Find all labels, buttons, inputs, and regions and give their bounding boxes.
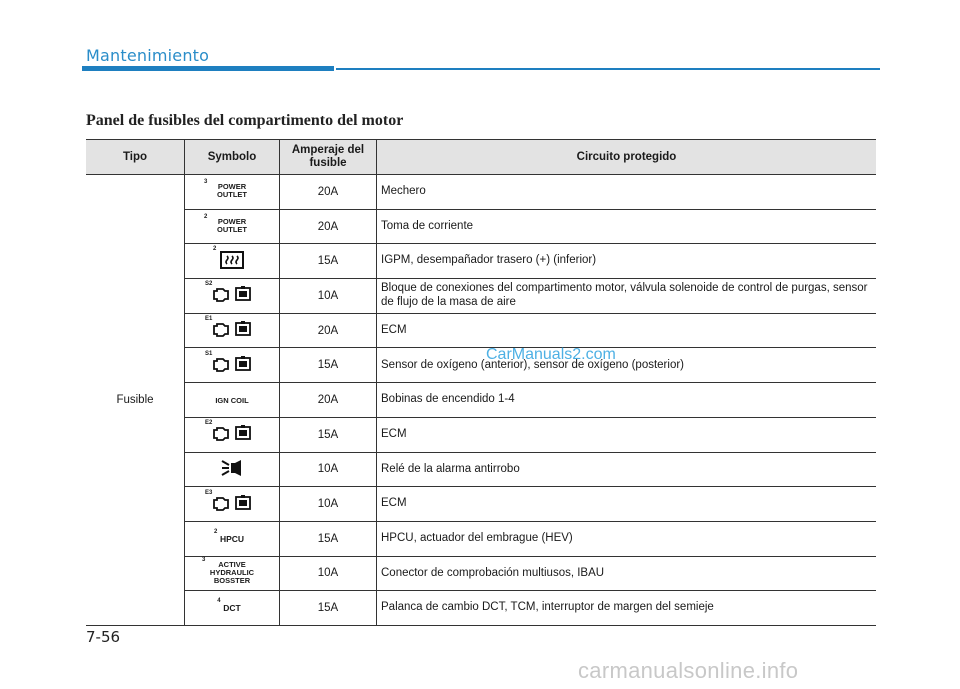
table-row (86, 417, 876, 452)
engine-ecu-icon (211, 433, 253, 445)
header-rule-thick (82, 66, 334, 71)
fuse-table (86, 139, 876, 626)
symbol-cell (185, 487, 280, 522)
fuse-symbol (205, 420, 253, 445)
symbol-cell (185, 209, 280, 244)
amperage-cell: 10A (280, 279, 377, 314)
section-label: Mantenimiento (86, 46, 210, 65)
engine-ecu-icon (211, 294, 253, 306)
amperage-cell: 10A (280, 556, 377, 591)
table-row (86, 348, 876, 383)
symbol-superscript: 2 (213, 245, 217, 252)
symbol-superscript: S2 (205, 281, 213, 288)
circuit-cell: Sensor de oxígeno (anterior), sensor de oxígeno (posterior) (377, 348, 877, 383)
table-row (86, 383, 876, 418)
table-row (86, 591, 876, 626)
amperage-cell: 10A (280, 487, 377, 522)
symbol-superscript: 4 (217, 598, 221, 605)
symbol-superscript: E2 (205, 420, 213, 427)
symbol-label: IGN COIL (215, 395, 249, 405)
table-row (86, 244, 876, 279)
page-number: 7-56 (86, 628, 121, 646)
fuse-symbol (217, 598, 241, 614)
fuse-symbol (202, 556, 256, 586)
table-row (86, 452, 876, 487)
symbol-label: POWER OUTLET (217, 217, 247, 235)
circuit-cell: Conector de comprobación multiusos, IBAU (377, 556, 877, 591)
symbol-label: ACTIVE HYDRAULIC BOSSTER (209, 559, 255, 585)
symbol-cell (185, 417, 280, 452)
circuit-cell: HPCU, actuador del embrague (HEV) (377, 521, 877, 556)
symbol-cell (185, 279, 280, 314)
table-row (86, 556, 876, 591)
fuse-symbol (205, 316, 253, 341)
symbol-superscript: 2 (213, 528, 218, 535)
header-type: Tipo (86, 140, 185, 175)
symbol-cell (185, 521, 280, 556)
fuse-symbol (205, 489, 253, 515)
amperage-cell: 20A (280, 175, 377, 210)
amperage-cell: 20A (280, 209, 377, 244)
symbol-cell (185, 452, 280, 487)
symbol-cell (185, 591, 280, 626)
header-symbol: Symbolo (185, 140, 280, 175)
table-row (86, 279, 876, 314)
amperage-cell: 10A (280, 452, 377, 487)
engine-ecu-icon (211, 503, 253, 515)
symbol-superscript: E3 (205, 489, 213, 496)
amperage-cell: 15A (280, 591, 377, 626)
symbol-cell (185, 348, 280, 383)
symbol-cell (185, 383, 280, 418)
symbol-cell (185, 313, 280, 348)
rear-defroster-icon (219, 261, 245, 273)
circuit-cell: Bloque de conexiones del compartimento motor, válvula solenoide de control de purgas, sensor de flujo de la masa de aire (377, 279, 877, 314)
circuit-cell: IGPM, desempañador trasero (+) (inferior) (377, 244, 877, 279)
circuit-cell: Toma de corriente (377, 209, 877, 244)
amperage-cell: 20A (280, 313, 377, 348)
type-cell: Fusible (86, 175, 185, 626)
circuit-cell: Relé de la alarma antirrobo (377, 452, 877, 487)
header-rule-thin (336, 68, 880, 70)
amperage-cell: 15A (280, 348, 377, 383)
circuit-cell: Bobinas de encendido 1-4 (377, 383, 877, 418)
header-amperage: Amperaje del fusible (280, 140, 377, 175)
fuse-symbol (204, 214, 254, 235)
symbol-label: POWER OUTLET (217, 182, 247, 200)
fuse-symbol (220, 458, 244, 481)
watermark-bottom: carmanualsonline.info (578, 658, 799, 683)
symbol-superscript: E1 (205, 316, 213, 323)
circuit-cell: ECM (377, 313, 877, 348)
horn-alarm-icon (220, 469, 244, 481)
table-row (86, 521, 876, 556)
table-header-row (86, 140, 876, 175)
fuse-symbol (204, 179, 254, 200)
amperage-cell: 15A (280, 244, 377, 279)
engine-ecu-icon (211, 364, 253, 376)
symbol-label: HPCU (219, 533, 245, 544)
engine-ecu-icon (211, 329, 253, 341)
fuse-symbol (213, 528, 245, 545)
circuit-cell: ECM (377, 417, 877, 452)
symbol-cell (185, 175, 280, 210)
table-body (86, 175, 876, 626)
circuit-cell: Mechero (377, 175, 877, 210)
symbol-cell (185, 556, 280, 591)
symbol-superscript: 2 (204, 214, 208, 221)
panel-title: Panel de fusibles del compartimento del motor (86, 112, 404, 129)
symbol-cell (185, 244, 280, 279)
table-row (86, 313, 876, 348)
amperage-cell: 20A (280, 383, 377, 418)
circuit-cell: ECM (377, 487, 877, 522)
fuse-symbol (213, 245, 245, 273)
table-row (86, 175, 876, 210)
circuit-cell: Palanca de cambio DCT, TCM, interruptor de margen del semieje (377, 591, 877, 626)
header-circuit: Circuito protegido (377, 140, 877, 175)
symbol-superscript: 3 (202, 556, 206, 563)
symbol-label: DCT (223, 603, 241, 614)
amperage-cell: 15A (280, 521, 377, 556)
table-row (86, 487, 876, 522)
fuse-symbol (205, 350, 253, 376)
table-row (86, 209, 876, 244)
fuse-symbol (215, 394, 248, 406)
symbol-superscript: 3 (204, 179, 208, 186)
watermark-mid: CarManuals2.com (486, 346, 616, 363)
symbol-superscript: S1 (205, 350, 213, 357)
fuse-symbol (205, 281, 253, 306)
amperage-cell: 15A (280, 417, 377, 452)
